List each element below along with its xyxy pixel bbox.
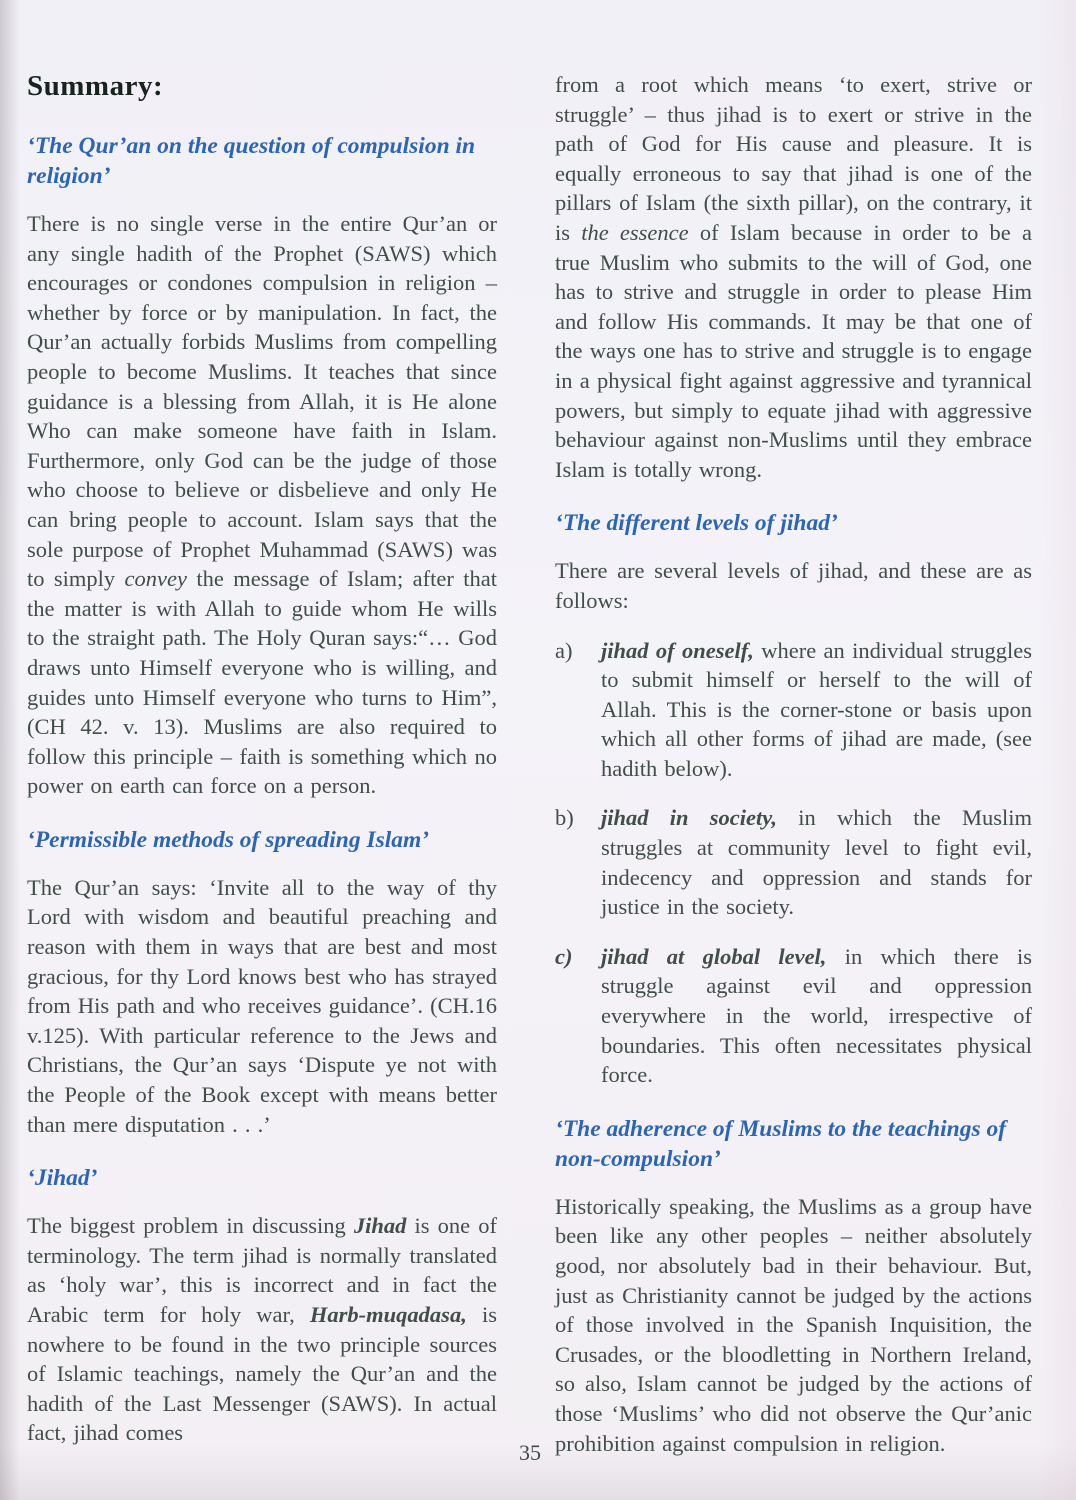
text-run-bold-italic: Harb-muqadasa, xyxy=(309,1302,467,1327)
right-column xyxy=(555,70,1032,1458)
text-run: the message of Islam; after that the matter is with Allah to guide whom He wills to the straight path. The Holy Quran says:“… God draws unto Himself everyone who is willing, and guides unto Himself everyone who turns to Him”, (CH 42. v. 13). Muslims are also required to follow this principle – faith is something which no power on earth can force on a person. xyxy=(27,566,497,799)
paragraph-methods: The Qur’an says: ‘Invite all to the way of thy Lord with wisdom and beautiful preaching and reason with them in ways that are best and most gracious, for thy Lord knows best who has strayed from His path and who receives guidance’. (CH.16 v.125). With particular reference to the Jews and Christians, the Qur’an says ‘Dispute ye not with the People of the Book except with means better than mere disputation . . .’ xyxy=(27,874,497,1137)
list-body-c xyxy=(601,942,1032,1090)
paragraph-adherence: Historically speaking, the Muslims as a group have been like any other peoples – neither absolutely good, nor absolutely bad in their behaviour. But, just as Christianity cannot be judged by the actions of those involved in the Spanish Inquisition, the Crusades, or the bloodletting in Northern Ireland, so also, Islam cannot be judged by the actions of those ‘Muslims’ who did not observe the Qur’anic prohibition against compulsion in religion. xyxy=(555,1193,1032,1456)
text-run-bold-italic: jihad at global level, xyxy=(601,943,827,969)
text-run-italic: the essence xyxy=(581,219,689,245)
list-item-b xyxy=(555,803,1032,921)
paragraph-levels-intro: There are several levels of jihad, and these are as follows: xyxy=(555,558,1032,613)
left-column xyxy=(27,70,497,1458)
text-run-bold-italic: Jihad xyxy=(353,1213,407,1239)
text-run: There is no single verse in the entire Qur’an or any single hadith of the Prophet (SAWS) which encourages or condones compulsion in religion – whether by force or by manipulation. In fact, the Qur’an actually forbids Muslims from compelling people to become Muslims. It teaches that since guidance is a blessing from Allah, it is He alone Who can make someone have faith in Islam. Furthermore, only God can be the judge of those who choose to believe or disbelieve and only He can bring people to account. Islam says that the sole purpose of Prophet Muhammad (SAWS) was to simply xyxy=(27,211,497,592)
text-run-bold-italic: jihad in society, xyxy=(601,805,778,831)
heading-adherence: ‘The adherence of Muslims to the teachings of non-compulsion’ xyxy=(555,1115,1007,1172)
heading-methods: ‘Permissible methods of spreading Islam’ xyxy=(27,826,430,853)
text-run-italic: convey xyxy=(124,566,187,592)
page-title: Summary: xyxy=(27,70,164,102)
heading-jihad: ‘Jihad’ xyxy=(27,1165,98,1192)
jihad-levels-list xyxy=(555,636,1032,1090)
paragraph-jihad xyxy=(27,1211,497,1448)
two-column-layout xyxy=(27,70,1032,1458)
list-item-a xyxy=(555,636,1032,784)
paragraph-compulsion xyxy=(27,209,497,801)
text-run: from a root which means ‘to exert, strive or struggle’ – thus jihad is to exert or strive in the path of God for His cause and pleasure. It is equally erroneous to say that jihad is one of the pillars of Islam (the sixth pillar), on the contrary, it is xyxy=(555,72,1032,245)
paragraph-jihad-root xyxy=(555,70,1032,484)
list-body-b xyxy=(601,803,1032,921)
heading-levels: ‘The different levels of jihad’ xyxy=(555,510,838,537)
text-run: is nowhere to be found in the two principle sources of Islamic teachings, namely the Qur’an and the hadith of the Last Messenger (SAWS). In actual fact, jihad comes xyxy=(27,1302,497,1446)
text-run: in which there is struggle against evil and oppression everywhere in the world, irrespective of boundaries. This often necessitates physical force. xyxy=(601,943,1032,1088)
text-run: The biggest problem in discussing xyxy=(27,1213,354,1239)
text-run: is one of terminology. The term jihad is normally translated as ‘holy war’, this is incorrect and in fact the Arabic term for holy war, xyxy=(27,1213,497,1327)
heading-compulsion: ‘The Qur’an on the question of compulsion in religion’ xyxy=(27,133,476,189)
list-marker-c: c) xyxy=(555,943,573,969)
list-marker-a: a) xyxy=(555,637,573,663)
list-marker-b: b) xyxy=(555,805,574,831)
text-run: of Islam because in order to be a true Muslim who submits to the will of God, one has to strive and struggle in order to please Him and follow His commands. It may be that one of the ways one has to strive and struggle is to engage in a physical fight against aggressive and tyrannical powers, but simply to equate jihad with aggressive behaviour against non-Muslims until they embrace Islam is totally wrong. xyxy=(555,219,1032,482)
text-run: where an individual struggles to submit himself or herself to the will of Allah. This is the corner-stone or basis upon which all other forms of jihad are made, (see hadith below). xyxy=(601,637,1033,781)
page-number: 35 xyxy=(519,1440,541,1465)
list-body-a xyxy=(601,636,1032,784)
list-item-c xyxy=(555,942,1032,1090)
text-run-bold-italic: jihad of oneself, xyxy=(601,637,754,663)
text-run: in which the Muslim struggles at community level to fight evil, indecency and oppression and stands for justice in the society. xyxy=(601,805,1032,920)
